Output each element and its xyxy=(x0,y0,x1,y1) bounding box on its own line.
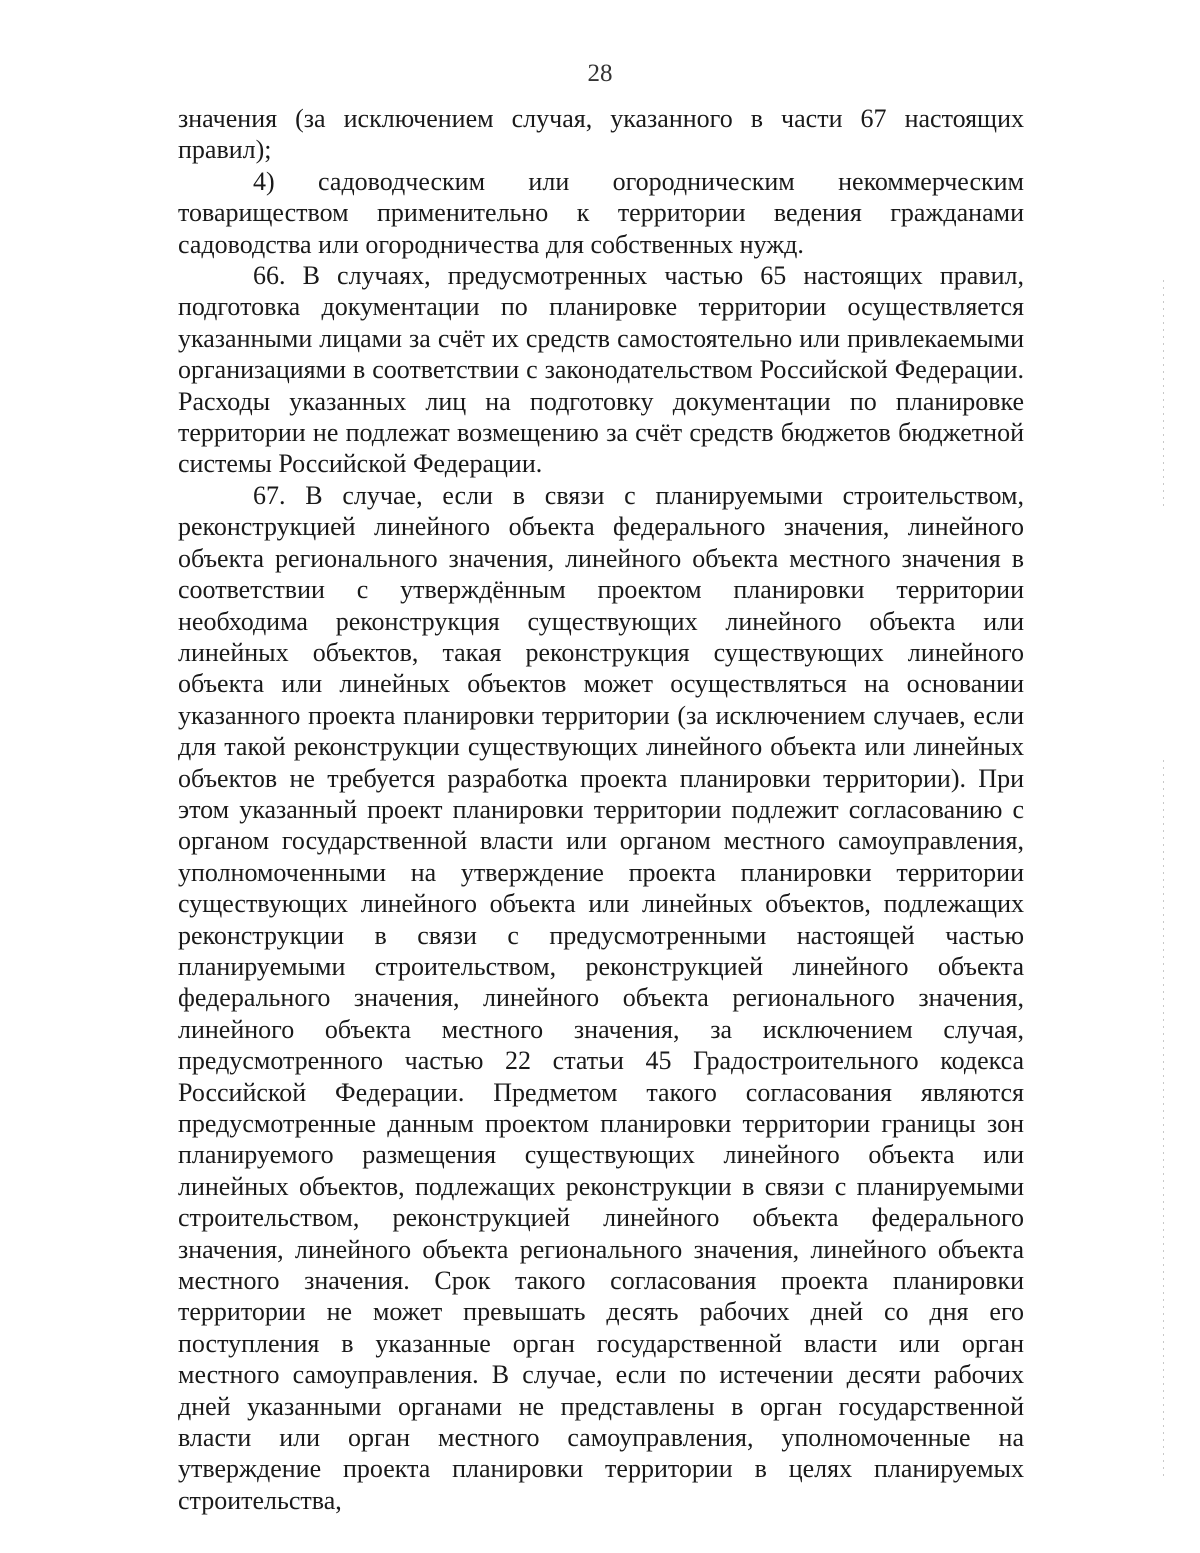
paragraph-66: 66. В случаях, предусмотренных частью 65 настоящих правил, подготовка документации по планировке территории осуществляется указанными лицами за счёт их средств самостоятельно или привлекаемыми организациями в соответствии с законодательством Российской Федерации. Расходы указанных лиц на подготовку документации по планировке территории не подлежат возмещению за счёт средств бюджетов бюджетной системы Российской Федерации. xyxy=(178,261,1024,479)
document-body xyxy=(178,103,1024,1516)
paragraph-67: 67. В случае, если в связи с планируемыми строительством, реконструкцией линейного объекта федерального значения, линейного объекта регионального значения, линейного объекта местного значения в соответствии с утверждённым проектом планировки территории необходима реконструкция существующих линейного объекта или линейных объектов, такая реконструкция существующих линейного объекта или линейных объектов может осуществляться на основании указанного проекта планировки территории (за исключением случаев, если для такой реконструкции существующих линейного объекта или линейных объектов не требуется разработка проекта планировки территории). При этом указанный проект планировки территории подлежит согласованию с органом государственной власти или органом местного самоуправления, уполномоченными на утверждение проекта планировки территории существующих линейного объекта или линейных объектов, подлежащих реконструкции в связи с предусмотренными настоящей частью планируемыми строительством, реконструкцией линейного объекта федерального значения, линейного объекта регионального значения, линейного объекта местного значения, за исключением случая, предусмотренного частью 22 статьи 45 Градостроительного кодекса Российской Федерации. Предметом такого согласования являются предусмотренные данным проектом планировки территории границы зон планируемого размещения существующих линейного объекта или линейных объектов, подлежащих реконструкции в связи с планируемыми строительством, реконструкцией линейного объекта федерального значения, линейного объекта регионального значения, линейного объекта местного значения. Срок такого согласования проекта планировки территории не может превышать десять рабочих дней со дня его поступления в указанные орган государственной власти или орган местного самоуправления. В случае, если по истечении десяти рабочих дней указанными органами не представлены в орган государственной власти или орган местного самоуправления, уполномоченные на утверждение проекта планировки территории в целях планируемых строительства, xyxy=(178,480,1024,1515)
paragraph-item-4: 4) садоводческим или огородническим некоммерческим товариществом применительно к территории ведения гражданами садоводства или огородничества для собственных нужд. xyxy=(178,166,1024,259)
scan-artifact-line-lower xyxy=(1163,760,1164,1480)
page-number: 28 xyxy=(587,60,613,87)
scan-artifact-line-upper xyxy=(1163,280,1164,510)
paragraph-continuation: значения (за исключением случая, указанного в части 67 настоящих правил); xyxy=(178,104,1024,165)
